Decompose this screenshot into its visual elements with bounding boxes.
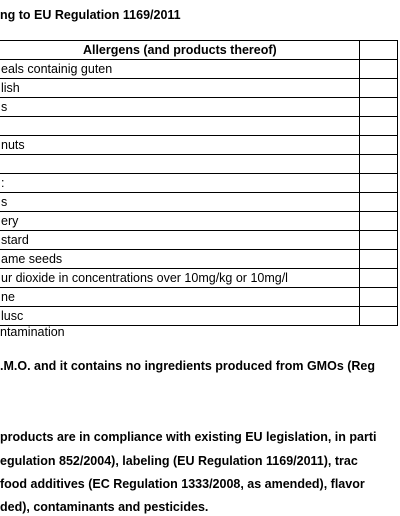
- value-cell: [359, 193, 397, 212]
- table-row: [0, 288, 398, 307]
- value-cell: [359, 231, 397, 250]
- value-cell: [359, 250, 397, 269]
- value-cell: [359, 212, 397, 231]
- allergen-cell: stard: [0, 231, 359, 250]
- value-cell: [359, 98, 397, 117]
- value-cell: [359, 288, 397, 307]
- table-row: [0, 269, 398, 288]
- allergens-table: [0, 40, 398, 326]
- allergen-cell: lusc: [0, 307, 359, 326]
- allergen-cell: s: [0, 193, 359, 212]
- value-cell: [359, 155, 397, 174]
- value-cell: [359, 79, 397, 98]
- table-row: [0, 174, 398, 193]
- table-header-row: [0, 41, 398, 60]
- compliance-line: egulation 852/2004), labeling (EU Regulation 1169/2011), trac: [0, 454, 358, 468]
- cross-contamination-text: ntamination: [0, 325, 65, 339]
- allergen-cell: :: [0, 174, 359, 193]
- allergen-cell: s: [0, 98, 359, 117]
- document-title: ng to EU Regulation 1169/2011: [0, 8, 181, 22]
- allergen-cell: [0, 117, 359, 136]
- table-row: [0, 79, 398, 98]
- compliance-line: food additives (EC Regulation 1333/2008, as amended), flavor: [0, 477, 365, 491]
- value-cell: [359, 269, 397, 288]
- value-cell: [359, 60, 397, 79]
- allergens-header: Allergens (and products thereof): [0, 41, 359, 60]
- allergen-cell: lish: [0, 79, 359, 98]
- value-cell: [359, 174, 397, 193]
- table-row: [0, 307, 398, 326]
- table-row: [0, 98, 398, 117]
- allergen-cell: nuts: [0, 136, 359, 155]
- allergen-cell: [0, 155, 359, 174]
- compliance-line: ded), contaminants and pesticides.: [0, 500, 209, 514]
- allergen-cell: ame seeds: [0, 250, 359, 269]
- allergen-cell: eals containig guten: [0, 60, 359, 79]
- table-row: [0, 60, 398, 79]
- allergen-cell: ery: [0, 212, 359, 231]
- table-row: [0, 231, 398, 250]
- value-cell: [359, 117, 397, 136]
- allergen-cell: ne: [0, 288, 359, 307]
- table-row: [0, 155, 398, 174]
- gmo-statement: .M.O. and it contains no ingredients produced from GMOs (Reg: [0, 359, 376, 373]
- table-row: [0, 212, 398, 231]
- table-row: [0, 117, 398, 136]
- value-cell: [359, 136, 397, 155]
- value-cell: [359, 307, 397, 326]
- table-row: [0, 136, 398, 155]
- compliance-line: products are in compliance with existing EU legislation, in parti: [0, 430, 377, 444]
- table-row: [0, 193, 398, 212]
- allergen-cell: ur dioxide in concentrations over 10mg/kg or 10mg/l: [0, 269, 359, 288]
- empty-header-cell: [359, 41, 397, 60]
- table-row: [0, 250, 398, 269]
